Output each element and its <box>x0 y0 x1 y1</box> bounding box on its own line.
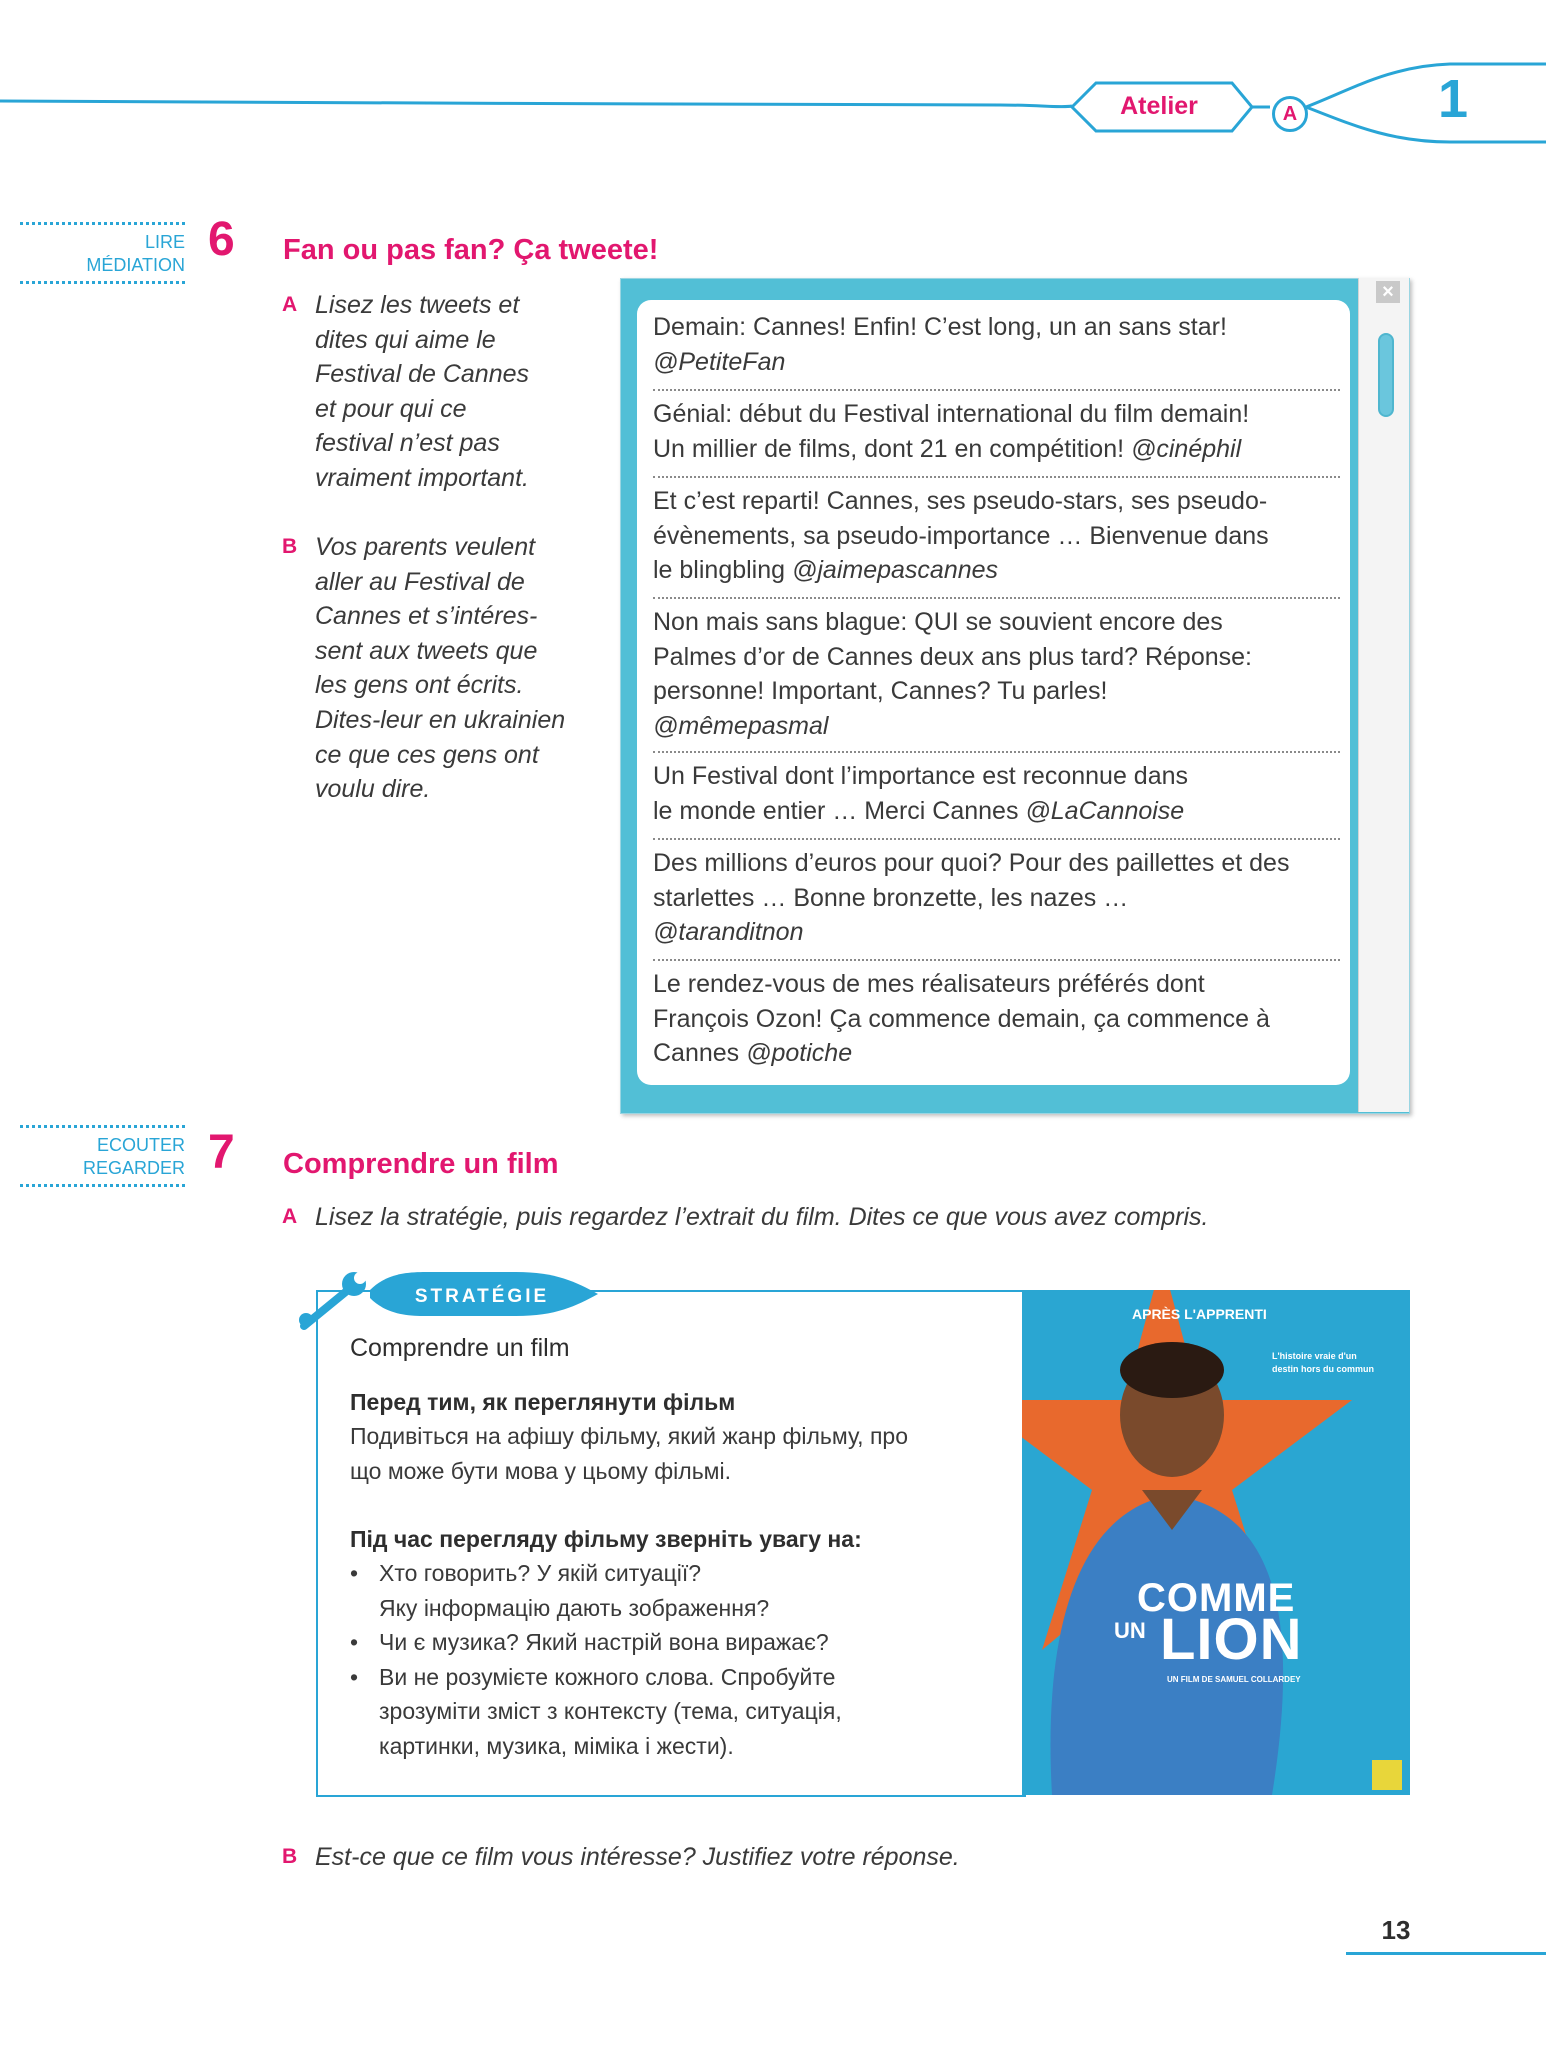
tweet-text-line: Et c’est reparti! Cannes, ses pseudo-stars, ses pseudo- <box>653 487 1268 515</box>
tweet-handle[interactable]: @jaimepascannes <box>792 556 999 585</box>
tweet-last-line <box>653 345 1341 380</box>
bullet-line: Ви не розумієте кожного слова. Спробуйте <box>379 1663 836 1690</box>
exercise-number: 6 <box>208 213 235 266</box>
instruction-letter: A <box>282 293 298 316</box>
wrench-icon <box>299 1272 366 1327</box>
strategy-line: Подивіться на афішу фільму, який жанр фільму, про <box>350 1423 908 1449</box>
instruction-text: Lisez les tweets et dites qui aime le Festival de Cannes et pour qui ce festival n’est pas vraiment important. <box>315 291 530 492</box>
tweet-handle[interactable]: @LaCannoise <box>1025 796 1185 825</box>
movie-poster <box>1022 1290 1410 1795</box>
instruction-letter: B <box>282 1845 298 1868</box>
instruction-a <box>282 1200 1382 1235</box>
instruction-a <box>282 288 612 496</box>
tweet-separator <box>653 597 1340 599</box>
section-label: Atelier <box>1120 92 1198 120</box>
tweet-text: le monde entier … Merci Cannes <box>653 796 1026 825</box>
bullet-icon: • <box>350 1663 359 1690</box>
tweet-handle[interactable]: @PetiteFan <box>653 347 786 376</box>
strategy-tag-label: STRATÉGIE <box>414 1286 550 1307</box>
tweet-text: Cannes <box>653 1039 747 1068</box>
strategy-before-heading: Перед тим, як переглянути фільм <box>350 1389 736 1415</box>
bullet-line: Чи є музика? Який настрій вона виражає? <box>379 1629 829 1655</box>
poster-tagline: APRÈS L'APPRENTI <box>1132 1306 1267 1322</box>
poster-title-line1: COMME <box>1137 1576 1296 1620</box>
skill-label: MÉDIATION <box>86 255 185 275</box>
scrollbar-thumb[interactable] <box>1378 333 1394 417</box>
strategy-bullet <box>350 1660 1010 1764</box>
tweet-handle[interactable]: @mêmepasmal <box>653 711 829 740</box>
tweet-text-line: starlettes … Bonne bronzette, les nazes … <box>653 883 1129 912</box>
section-letter-badge: A <box>1272 96 1308 132</box>
tweet-handle[interactable]: @potiche <box>746 1039 853 1068</box>
tweet-handle[interactable]: @cinéphil <box>1131 434 1242 463</box>
tweet-text-line: évènements, sa pseudo-importance … Bienvenue dans <box>653 521 1269 550</box>
strategy-title: Comprendre un film <box>350 1334 570 1362</box>
tweet <box>653 846 1341 950</box>
tweet-separator <box>653 838 1340 840</box>
bullet-icon: • <box>350 1560 359 1586</box>
skill-tag-ex7 <box>20 1125 185 1187</box>
tweet-text-line: Palmes d’or de Cannes deux ans plus tard? Réponse: <box>653 642 1252 671</box>
strategy-line: що може бути мова у цьому фільмі. <box>350 1457 731 1484</box>
instruction-text: Est-ce que ce film vous intéresse? Justifiez votre réponse. <box>315 1843 960 1871</box>
tweet-last-line <box>653 553 1341 588</box>
instruction-text: Vos parents veulent aller au Festival de Cannes et s’intéres- sent aux tweets que les gens ont écrits. Dites-leur en ukrainien ce que ces gens ont voulu dire. <box>315 533 566 804</box>
tweet <box>653 759 1341 828</box>
instruction-b <box>282 530 612 807</box>
tweet <box>653 310 1341 379</box>
tweet-text-line: Des millions d’euros pour quoi? Pour des paillettes et des <box>653 849 1290 877</box>
tweet-text-line: François Ozon! Ça commence demain, ça commence à <box>653 1004 1270 1033</box>
header-band <box>0 40 1546 150</box>
tweet-separator <box>653 751 1340 753</box>
strategy-bullet <box>350 1556 1010 1625</box>
skill-label: LIRE <box>144 232 185 252</box>
skill-label: ECOUTER <box>96 1135 185 1155</box>
poster-title-small: UN <box>1114 1618 1146 1643</box>
tweet <box>653 605 1341 743</box>
tweet-text-line: personne! Important, Cannes? Tu parles! <box>653 677 1108 706</box>
strategy-tag <box>296 1260 616 1330</box>
tweet-last-line <box>653 915 1341 950</box>
tweet-separator <box>653 476 1340 478</box>
tweet-text-line: Demain: Cannes! Enfin! C’est long, un an sans star! <box>653 313 1227 341</box>
instruction-text: Lisez la stratégie, puis regardez l’extrait du film. Dites ce que vous avez compris. <box>315 1203 1209 1231</box>
strategy-bullet <box>350 1625 1010 1660</box>
poster-side-text: L'histoire vraie d'un destin hors du commun <box>1272 1351 1375 1374</box>
instruction-b <box>282 1840 1382 1875</box>
tweet-text: Un millier de films, dont 21 en compétition! <box>653 434 1131 463</box>
tweet-text-line: Un Festival dont l’importance est reconnue dans <box>653 762 1189 790</box>
close-icon[interactable]: × <box>1376 281 1400 303</box>
poster-title-line2: LION <box>1160 1607 1303 1672</box>
tweet-last-line <box>653 1036 1341 1071</box>
tweet-last-line <box>653 432 1341 467</box>
tweet <box>653 397 1341 466</box>
tweet <box>653 484 1341 588</box>
tweet <box>653 967 1341 1071</box>
tweet-text-line: Génial: début du Festival international du film demain! <box>653 400 1250 428</box>
strategy-before-text <box>350 1419 1010 1488</box>
bullet-line: картинки, музика, міміка і жести). <box>379 1732 734 1759</box>
skill-tag-ex6 <box>20 222 185 284</box>
poster-credit: UN FILM DE SAMUEL COLLARDEY <box>1167 1675 1301 1684</box>
instruction-letter: B <box>282 535 298 558</box>
bullet-line: Яку інформацію дають зображення? <box>379 1594 770 1621</box>
page-number: 13 <box>1381 1915 1411 1945</box>
exercise-title: Fan ou pas fan? Ça tweete! <box>283 234 659 266</box>
tweet-text-line: Le rendez-vous de mes réalisateurs préférés dont <box>653 970 1205 998</box>
exercise-title: Comprendre un film <box>283 1148 559 1180</box>
unit-number: 1 <box>1437 69 1469 129</box>
bullet-line: зрозуміти зміст з контексту (тема, ситуація, <box>379 1698 842 1724</box>
bullet-icon: • <box>350 1629 359 1655</box>
footer-rule <box>1346 1952 1546 1955</box>
tweet-last-line <box>653 794 1341 829</box>
tweet-separator <box>653 389 1340 391</box>
tweet-text: le blingbling <box>653 556 792 585</box>
tweet-text-line: Non mais sans blague: QUI se souvient encore des <box>653 608 1223 636</box>
tweet-separator <box>653 959 1340 961</box>
strategy-bullet-list <box>350 1556 1010 1763</box>
tweet-last-line <box>653 709 1341 744</box>
skill-label: REGARDER <box>82 1158 185 1178</box>
strategy-during-heading: Під час перегляду фільму зверніть увагу на: <box>350 1526 862 1552</box>
exercise-number: 7 <box>208 1126 235 1179</box>
tweet-handle[interactable]: @taranditnon <box>653 918 804 947</box>
instruction-letter: A <box>282 1205 298 1228</box>
bullet-line: Хто говорить? У якій ситуації? <box>379 1560 702 1586</box>
